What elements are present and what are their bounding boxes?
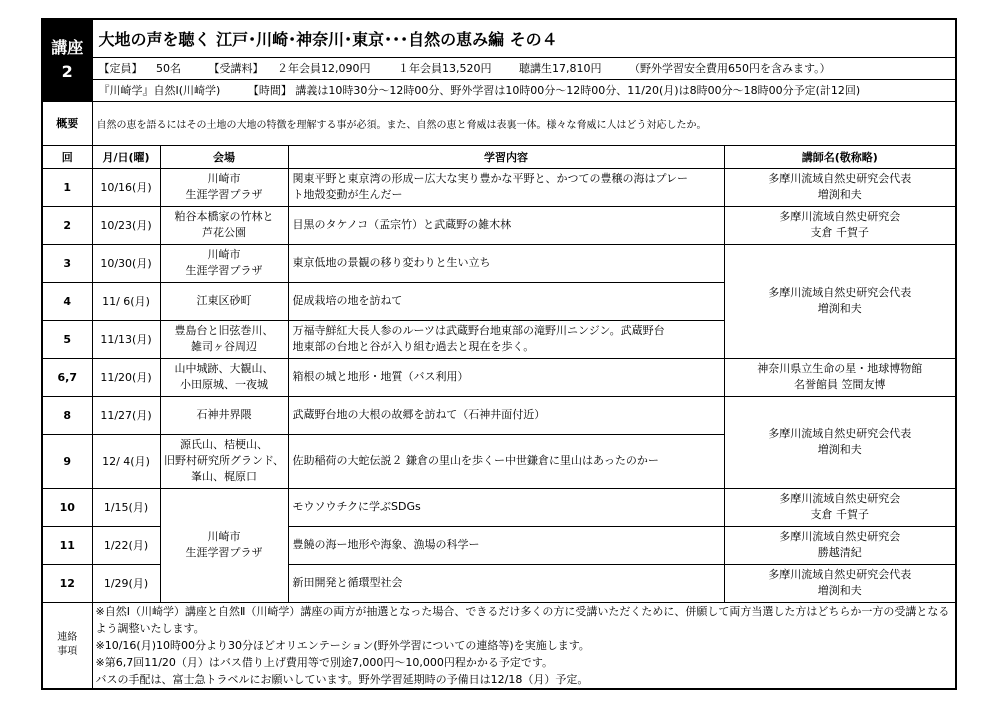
col-header-no: 回: [42, 145, 92, 168]
fee-1yr: １年会員13,520円: [398, 62, 492, 75]
session-no: 8: [42, 396, 92, 434]
session-venue: 源氏山、桔梗山、 旧野村研究所グランド、 峯山、梶原口: [160, 434, 288, 488]
session-instructor: 多摩川流域自然史研究会代表 増渕和夫: [724, 564, 956, 602]
session-venue: 石神井界隈: [160, 396, 288, 434]
session-date: 11/27(月): [92, 396, 160, 434]
fee-auditor: 聴講生17,810円: [519, 62, 602, 75]
table-row: [42, 396, 956, 434]
session-date: 1/22(月): [92, 526, 160, 564]
session-instructor: 多摩川流域自然史研究会 支倉 千賀子: [724, 206, 956, 244]
session-instructor: 多摩川流域自然史研究会代表 増渕和夫: [724, 168, 956, 206]
session-no: 6,7: [42, 358, 92, 396]
session-instructor: 多摩川流域自然史研究会 支倉 千賀子: [724, 488, 956, 526]
col-header-content: 学習内容: [288, 145, 724, 168]
session-date: 11/13(月): [92, 320, 160, 358]
lecture-number: 2: [61, 62, 73, 82]
capacity-value: 50名: [156, 62, 181, 75]
session-venue: 川崎市 生涯学習プラザ: [160, 488, 288, 602]
summary-label: 概要: [42, 101, 92, 145]
session-no: 4: [42, 282, 92, 320]
col-header-instructor: 講師名(敬称略): [724, 145, 956, 168]
session-venue: 山中城跡、大観山、 小田原城、一夜城: [160, 358, 288, 396]
fee-label: 【受講料】: [208, 62, 264, 75]
session-date: 1/29(月): [92, 564, 160, 602]
session-date: 1/15(月): [92, 488, 160, 526]
session-content: 促成栽培の地を訪ねて: [288, 282, 724, 320]
session-content: 武蔵野台地の大根の故郷を訪ねて（石神井面付近）: [288, 396, 724, 434]
session-instructor: 多摩川流域自然史研究会 勝越清紀: [724, 526, 956, 564]
capacity-label: 【定員】: [98, 62, 143, 75]
table-row: [42, 358, 956, 396]
summary-text: 自然の恵を語るにはその土地の大地の特徴を理解する事が必須。また、自然の恵と脅威は表裏一体。様々な脅威に人はどう対応したか。: [92, 101, 956, 145]
session-no: 3: [42, 244, 92, 282]
session-venue: 川崎市 生涯学習プラザ: [160, 168, 288, 206]
session-no: 2: [42, 206, 92, 244]
course-sheet: [41, 18, 957, 690]
note-line: バスの手配は、富士急トラベルにお願いしています。野外学習延期時の予備日は12/18（月）予定。: [95, 672, 589, 686]
lecture-label: [42, 19, 92, 101]
session-no: 11: [42, 526, 92, 564]
col-header-date: 月/日(曜): [92, 145, 160, 168]
session-content: 佐助稲荷の大蛇伝説２ 鎌倉の里山を歩くー中世鎌倉に里山はあったのかー: [288, 434, 724, 488]
session-content: 新田開発と循環型社会: [288, 564, 724, 602]
table-row: [42, 488, 956, 526]
note-line: ※10/16(月)10時00分より30分ほどオリエンテーション(野外学習についての連絡等)を実施します。: [95, 638, 590, 652]
session-date: 11/ 6(月): [92, 282, 160, 320]
session-instructor: 多摩川流域自然史研究会代表 増渕和夫: [724, 244, 956, 358]
session-date: 10/16(月): [92, 168, 160, 206]
notes-text: [92, 602, 956, 689]
session-instructor: 多摩川流域自然史研究会代表 増渕和夫: [724, 396, 956, 488]
session-date: 11/20(月): [92, 358, 160, 396]
session-no: 1: [42, 168, 92, 206]
session-date: 10/23(月): [92, 206, 160, 244]
session-instructor: 神奈川県立生命の星・地球博物館 名誉館員 笠間友博: [724, 358, 956, 396]
session-content: 万福寺鮮紅大長人参のルーツは武蔵野台地東部の滝野川ニンジン。武蔵野台 地東部の台地と谷が入り組む過去と現在を歩く。: [288, 320, 724, 358]
session-content: 東京低地の景観の移り変わりと生い立ち: [288, 244, 724, 282]
session-no: 5: [42, 320, 92, 358]
session-content: 関東平野と東京湾の形成ー広大な実り豊かな平野と、かつての豊穣の海はプレー ト地殻変動が生んだー: [288, 168, 724, 206]
session-content: 目黒のタケノコ（孟宗竹）と武蔵野の雑木林: [288, 206, 724, 244]
fee-2yr: ２年会員12,090円: [277, 62, 371, 75]
course-time-row: [92, 79, 956, 101]
session-venue: 豊島台と旧弦巻川、 雑司ヶ谷周辺: [160, 320, 288, 358]
note-line: ※自然Ⅰ（川崎学）講座と自然Ⅱ（川崎学）講座の両方が抽選となった場合、できるだけ多くの方に受講いただくために、併願して両方当選した方はどちらか一方の受講となるよう調整いたします。: [95, 604, 950, 635]
session-content: モウソウチクに学ぶSDGs: [288, 488, 724, 526]
capacity-fee-row: [92, 57, 956, 79]
session-venue: 粕谷本橋家の竹林と 芦花公園: [160, 206, 288, 244]
col-header-venue: 会場: [160, 145, 288, 168]
session-venue: 江東区砂町: [160, 282, 288, 320]
note-line: ※第6,7回11/20（月）はバス借り上げ費用等で別途7,000円～10,000円程かかる予定です。: [95, 655, 554, 669]
session-no: 9: [42, 434, 92, 488]
table-row: [42, 244, 956, 282]
session-date: 10/30(月): [92, 244, 160, 282]
session-no: 10: [42, 488, 92, 526]
table-row: [42, 206, 956, 244]
session-no: 12: [42, 564, 92, 602]
session-date: 12/ 4(月): [92, 434, 160, 488]
time-label: 【時間】: [247, 84, 292, 97]
page-title: 大地の声を聴く 江戸･川崎･神奈川･東京･･･自然の恵み編 その４: [92, 19, 956, 57]
session-venue: 川崎市 生涯学習プラザ: [160, 244, 288, 282]
course-name: 『川崎学』自然Ⅰ(川崎学): [98, 84, 221, 97]
session-content: 箱根の城と地形・地質（バス利用）: [288, 358, 724, 396]
session-content: 豊饒の海ー地形や海象、漁場の科学ー: [288, 526, 724, 564]
lecture-label-top: 講座: [51, 38, 84, 58]
time-value: 講義は10時30分～12時00分、野外学習は10時00分～12時00分、11/20(月)は8時00分～18時00分予定(計12回): [295, 84, 861, 97]
notes-label: 連絡 事項: [42, 602, 92, 689]
fee-note: （野外学習安全費用650円を含みます。）: [629, 62, 831, 75]
table-row: [42, 168, 956, 206]
